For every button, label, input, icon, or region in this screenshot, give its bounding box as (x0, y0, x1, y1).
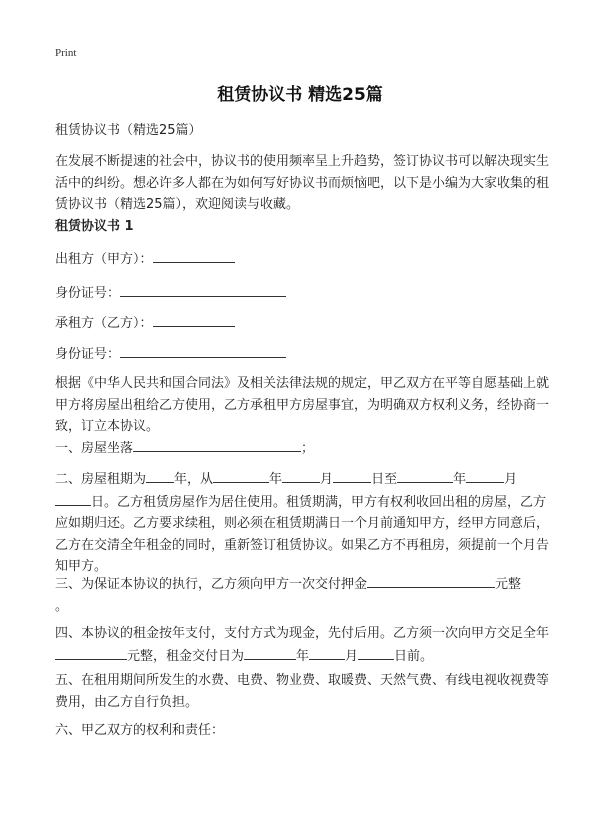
clause-3 (55, 573, 550, 617)
lessor-line (55, 248, 550, 271)
clause-4 (55, 623, 550, 667)
pay-day-blank (358, 645, 394, 660)
clause-2-text-2: 年，从 (174, 472, 214, 487)
clause-2 (55, 468, 550, 578)
clause-3-end: 。 (55, 598, 69, 614)
clause-1-end: ； (301, 441, 315, 456)
clause-2-text-3: 年 (269, 472, 283, 487)
lessee-line (55, 312, 550, 335)
clause-4-text-1: 四、本协议的租金按年支付，支付方式为现金，先付后用。乙方须一次向甲方交足全年 (55, 626, 550, 641)
clause-3-unit: 元整 (495, 577, 522, 592)
clause-2-text-5: 日至 (371, 472, 398, 487)
clause-4-text-5: 日前。 (394, 648, 434, 664)
clause-2-text-4: 月 (320, 472, 334, 487)
id2-label: 身份证号： (55, 347, 121, 362)
page-title: 租赁协议书 精选25篇 (217, 85, 383, 105)
lessor-blank (153, 248, 235, 263)
clause-1-text: 一、房屋坐落 (55, 441, 134, 456)
id1-line (55, 282, 550, 305)
lessor-label: 出租方（甲方）： (55, 252, 153, 267)
intro-paragraph: 在发展不断提速的社会中，协议书的使用频率呈上升趋势，签订协议书可以解决现实生活中的纠纷。想必许多人都在为如何写好协议书而烦恼吧，以下是小编为大家收集的租赁协议书（精选25篇），欢迎阅读与收藏。 (55, 154, 550, 212)
clause-4-text-2: 元整，租金交付日为 (127, 648, 245, 664)
term-years-blank (146, 468, 174, 483)
pay-year-blank (244, 645, 296, 660)
lessee-label: 承租方（乙方）： (55, 316, 153, 331)
id2-line (55, 343, 550, 366)
end-year-blank (397, 468, 453, 483)
clause-2-text-8: 日。乙方租赁房屋作为居住使用。租赁期满，甲方有权利收回出租的房屋，乙方应如期归还。乙方要求续租，则必须在租赁期满日一个月前通知甲方，经甲方同意后，乙方在交清全年租金的同时，重新签订租赁协议。如果乙方不再租房，须提前一个月告知甲方。 (55, 494, 550, 574)
start-day-blank (333, 468, 371, 483)
clause-1 (55, 437, 550, 460)
clause-3-text: 三、为保证本协议的执行，乙方须向甲方一次交付押金 (55, 577, 368, 592)
clause-4-text-4: 月 (345, 648, 359, 664)
id1-label: 身份证号： (55, 286, 121, 301)
clause-6: 六、甲乙双方的权利和责任： (55, 723, 225, 738)
clause-2-text-7: 月 (504, 472, 518, 487)
end-day-blank (55, 491, 91, 506)
clause-2-text-1: 二、房屋租期为 (55, 472, 147, 487)
clause-2-text-6: 年 (453, 472, 467, 487)
print-link[interactable]: Print (55, 47, 77, 59)
start-year-blank (213, 468, 269, 483)
id1-blank (120, 282, 286, 297)
pay-month-blank (309, 645, 345, 660)
annual-rent-blank (55, 645, 127, 660)
deposit-blank (367, 573, 495, 588)
id2-blank (120, 343, 286, 358)
lessee-blank (153, 312, 235, 327)
preamble-paragraph: 根据《中华人民共和国合同法》及相关法律法规的规定，甲乙双方在平等自愿基础上就甲方将房屋出租给乙方使用，乙方承租甲方房屋事宜，为明确双方权利义务，经协商一致，订立本协议。 (55, 376, 550, 434)
clause-4-text-3: 年 (296, 648, 310, 664)
start-month-blank (282, 468, 320, 483)
doc-subtitle: 租赁协议书（精选25篇） (55, 123, 202, 138)
section-heading: 租赁协议书 1 (55, 219, 134, 234)
location-blank (133, 437, 301, 452)
end-month-blank (466, 468, 504, 483)
clause-5: 五、在租用期间所发生的水费、电费、物业费、取暖费、天然气费、有线电视收视费等费用，由乙方自行负担。 (55, 673, 550, 710)
